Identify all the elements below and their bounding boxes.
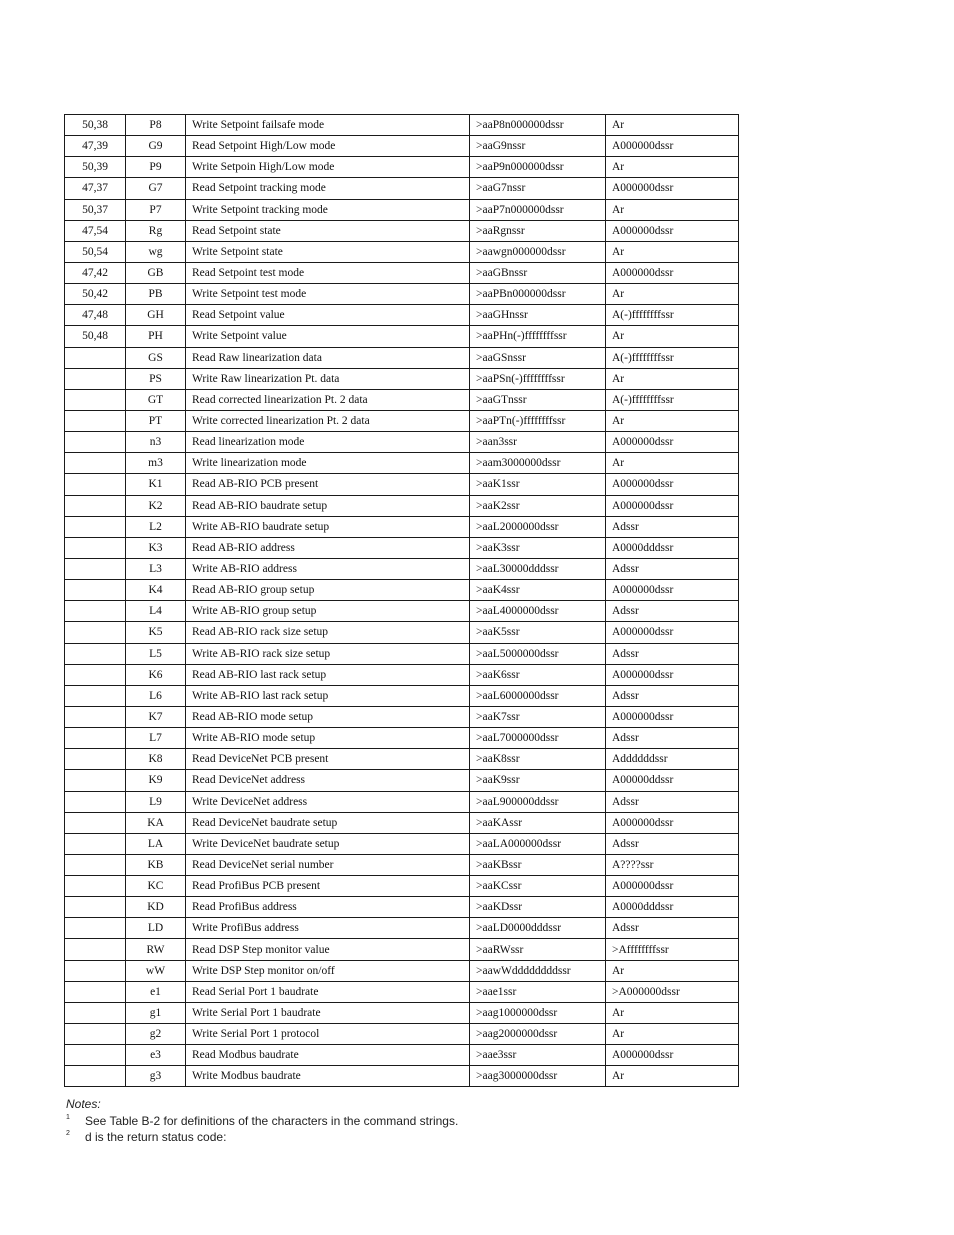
command-string-cell: >aae3ssr <box>470 1045 606 1066</box>
description-cell: Write Serial Port 1 baudrate <box>186 1002 470 1023</box>
table-row <box>65 876 739 897</box>
response-cell: A000000dssr <box>606 220 739 241</box>
command-string-cell: >aaGBnssr <box>470 262 606 283</box>
command-code-cell: LA <box>126 833 186 854</box>
description-cell: Write Setpoint tracking mode <box>186 199 470 220</box>
command-code-cell: K3 <box>126 537 186 558</box>
table-row <box>65 368 739 389</box>
command-code-cell: GH <box>126 305 186 326</box>
response-cell: Adssr <box>606 833 739 854</box>
command-string-cell: >aaKAssr <box>470 812 606 833</box>
response-cell: >Affffffffssr <box>606 939 739 960</box>
register-cell <box>65 918 126 939</box>
command-code-cell: L7 <box>126 728 186 749</box>
response-cell: A????ssr <box>606 854 739 875</box>
description-cell: Read AB-RIO baudrate setup <box>186 495 470 516</box>
register-cell: 50,54 <box>65 241 126 262</box>
register-cell: 50,37 <box>65 199 126 220</box>
description-cell: Read Setpoint test mode <box>186 262 470 283</box>
description-cell: Write Setpoint state <box>186 241 470 262</box>
command-string-cell: >aaP8n000000dssr <box>470 115 606 136</box>
register-cell <box>65 347 126 368</box>
response-cell: Adssr <box>606 643 739 664</box>
command-code-cell: L4 <box>126 601 186 622</box>
command-string-cell: >aaL7000000dssr <box>470 728 606 749</box>
description-cell: Read Setpoint state <box>186 220 470 241</box>
command-string-cell: >aaK9ssr <box>470 770 606 791</box>
table-row <box>65 136 739 157</box>
description-cell: Read AB-RIO mode setup <box>186 706 470 727</box>
register-cell: 47,37 <box>65 178 126 199</box>
response-cell: Ar <box>606 1066 739 1087</box>
table-row <box>65 939 739 960</box>
command-code-cell: Rg <box>126 220 186 241</box>
response-cell: A000000dssr <box>606 876 739 897</box>
table-row <box>65 389 739 410</box>
response-cell: Ar <box>606 1024 739 1045</box>
description-cell: Read ProfiBus PCB present <box>186 876 470 897</box>
register-cell <box>65 1066 126 1087</box>
response-cell: Ar <box>606 284 739 305</box>
command-code-cell: RW <box>126 939 186 960</box>
description-cell: Read Serial Port 1 baudrate <box>186 981 470 1002</box>
table-row <box>65 178 739 199</box>
register-cell: 47,48 <box>65 305 126 326</box>
command-code-cell: P9 <box>126 157 186 178</box>
note-text: See Table B-2 for definitions of the characters in the command strings. <box>85 1114 459 1128</box>
command-code-cell: n3 <box>126 432 186 453</box>
command-string-cell: >aaK3ssr <box>470 537 606 558</box>
command-code-cell: KA <box>126 812 186 833</box>
register-cell <box>65 537 126 558</box>
response-cell: A000000dssr <box>606 262 739 283</box>
command-code-cell: P7 <box>126 199 186 220</box>
table-row <box>65 854 739 875</box>
register-cell <box>65 960 126 981</box>
notes-label: Notes: <box>66 1097 101 1111</box>
register-cell <box>65 474 126 495</box>
command-code-cell: L9 <box>126 791 186 812</box>
response-cell: A000000dssr <box>606 136 739 157</box>
command-string-cell: >aaK4ssr <box>470 580 606 601</box>
description-cell: Write Setpoint failsafe mode <box>186 115 470 136</box>
description-cell: Read DeviceNet address <box>186 770 470 791</box>
response-cell: A000000dssr <box>606 706 739 727</box>
note-item <box>66 1113 458 1129</box>
command-code-cell: KC <box>126 876 186 897</box>
response-cell: Ar <box>606 410 739 431</box>
description-cell: Write AB-RIO last rack setup <box>186 685 470 706</box>
description-cell: Read AB-RIO address <box>186 537 470 558</box>
response-cell: >A000000dssr <box>606 981 739 1002</box>
command-code-cell: L2 <box>126 516 186 537</box>
response-cell: Adssr <box>606 601 739 622</box>
command-string-cell: >aaKDssr <box>470 897 606 918</box>
response-cell: Ar <box>606 241 739 262</box>
table-row <box>65 1002 739 1023</box>
response-cell: Adssr <box>606 728 739 749</box>
description-cell: Write linearization mode <box>186 453 470 474</box>
register-cell <box>65 685 126 706</box>
command-code-cell: K9 <box>126 770 186 791</box>
response-cell: Ar <box>606 368 739 389</box>
description-cell: Write DeviceNet address <box>186 791 470 812</box>
command-code-cell: PH <box>126 326 186 347</box>
command-code-cell: LD <box>126 918 186 939</box>
command-code-cell: K5 <box>126 622 186 643</box>
register-cell <box>65 495 126 516</box>
note-marker: 2 <box>66 1130 70 1137</box>
register-cell <box>65 939 126 960</box>
command-string-cell: >aaPSn(-)ffffffffssr <box>470 368 606 389</box>
table-row <box>65 918 739 939</box>
register-cell <box>65 622 126 643</box>
command-string-cell: >aaK2ssr <box>470 495 606 516</box>
command-code-cell: K6 <box>126 664 186 685</box>
register-cell <box>65 812 126 833</box>
note-marker: 1 <box>66 1114 70 1121</box>
register-cell <box>65 749 126 770</box>
table-row <box>65 199 739 220</box>
register-cell <box>65 770 126 791</box>
command-code-cell: PB <box>126 284 186 305</box>
response-cell: A000000dssr <box>606 474 739 495</box>
command-string-cell: >aaRgnssr <box>470 220 606 241</box>
description-cell: Read linearization mode <box>186 432 470 453</box>
command-string-cell: >aaKBssr <box>470 854 606 875</box>
register-cell <box>65 516 126 537</box>
description-cell: Write Raw linearization Pt. data <box>186 368 470 389</box>
response-cell: Ar <box>606 326 739 347</box>
register-cell <box>65 580 126 601</box>
response-cell: Ar <box>606 960 739 981</box>
response-cell: A000000dssr <box>606 495 739 516</box>
command-string-cell: >aaL2000000dssr <box>470 516 606 537</box>
command-code-cell: K4 <box>126 580 186 601</box>
description-cell: Read Setpoint High/Low mode <box>186 136 470 157</box>
command-code-cell: e1 <box>126 981 186 1002</box>
response-cell: A000000dssr <box>606 580 739 601</box>
command-string-cell: >aag2000000dssr <box>470 1024 606 1045</box>
command-string-cell: >aaG9nssr <box>470 136 606 157</box>
description-cell: Write DSP Step monitor on/off <box>186 960 470 981</box>
table-row <box>65 262 739 283</box>
register-cell <box>65 981 126 1002</box>
command-string-cell: >aaL900000ddssr <box>470 791 606 812</box>
description-cell: Write AB-RIO rack size setup <box>186 643 470 664</box>
response-cell: A000000dssr <box>606 432 739 453</box>
command-string-cell: >aaGSnssr <box>470 347 606 368</box>
table-row <box>65 326 739 347</box>
response-cell: A000000dssr <box>606 1045 739 1066</box>
command-code-cell: KB <box>126 854 186 875</box>
table-row <box>65 220 739 241</box>
command-string-cell: >aaPTn(-)ffffffffssr <box>470 410 606 431</box>
response-cell: A000000dssr <box>606 178 739 199</box>
table-row <box>65 580 739 601</box>
command-code-cell: g1 <box>126 1002 186 1023</box>
response-cell: A000000dssr <box>606 622 739 643</box>
register-cell: 47,54 <box>65 220 126 241</box>
command-code-cell: GT <box>126 389 186 410</box>
command-code-cell: L6 <box>126 685 186 706</box>
command-code-cell: e3 <box>126 1045 186 1066</box>
command-code-cell: g3 <box>126 1066 186 1087</box>
register-cell: 50,39 <box>65 157 126 178</box>
table-row <box>65 516 739 537</box>
command-code-cell: K2 <box>126 495 186 516</box>
table-row <box>65 157 739 178</box>
command-code-cell: KD <box>126 897 186 918</box>
register-cell <box>65 410 126 431</box>
register-cell <box>65 601 126 622</box>
command-string-cell: >aaK8ssr <box>470 749 606 770</box>
response-cell: A(-)ffffffffssr <box>606 347 739 368</box>
command-string-cell: >aag3000000dssr <box>470 1066 606 1087</box>
command-code-cell: wg <box>126 241 186 262</box>
register-cell <box>65 1024 126 1045</box>
response-cell: A(-)ffffffffssr <box>606 305 739 326</box>
register-cell <box>65 897 126 918</box>
command-code-cell: G7 <box>126 178 186 199</box>
description-cell: Read Setpoint value <box>186 305 470 326</box>
table-row <box>65 706 739 727</box>
command-code-cell: GB <box>126 262 186 283</box>
note-item <box>66 1129 458 1145</box>
command-code-cell: wW <box>126 960 186 981</box>
table-row <box>65 1066 739 1087</box>
table-row <box>65 685 739 706</box>
command-table-body <box>65 115 739 1087</box>
response-cell: Adssr <box>606 791 739 812</box>
description-cell: Read corrected linearization Pt. 2 data <box>186 389 470 410</box>
description-cell: Read Raw linearization data <box>186 347 470 368</box>
table-row <box>65 643 739 664</box>
table-row <box>65 791 739 812</box>
command-string-cell: >aawgn000000dssr <box>470 241 606 262</box>
register-cell: 50,38 <box>65 115 126 136</box>
response-cell: A(-)ffffffffssr <box>606 389 739 410</box>
command-string-cell: >aaRWssr <box>470 939 606 960</box>
description-cell: Read AB-RIO group setup <box>186 580 470 601</box>
command-code-cell: K7 <box>126 706 186 727</box>
description-cell: Write AB-RIO mode setup <box>186 728 470 749</box>
table-row <box>65 981 739 1002</box>
command-code-cell: K8 <box>126 749 186 770</box>
description-cell: Write Modbus baudrate <box>186 1066 470 1087</box>
table-row <box>65 347 739 368</box>
table-row <box>65 833 739 854</box>
table-row <box>65 495 739 516</box>
command-string-cell: >aawWddddddddssr <box>470 960 606 981</box>
register-cell <box>65 833 126 854</box>
command-code-cell: g2 <box>126 1024 186 1045</box>
description-cell: Read AB-RIO last rack setup <box>186 664 470 685</box>
table-row <box>65 960 739 981</box>
command-string-cell: >aaL4000000dssr <box>470 601 606 622</box>
command-code-cell: m3 <box>126 453 186 474</box>
table-row <box>65 1045 739 1066</box>
register-cell: 50,48 <box>65 326 126 347</box>
table-row <box>65 453 739 474</box>
description-cell: Read AB-RIO PCB present <box>186 474 470 495</box>
description-cell: Write Serial Port 1 protocol <box>186 1024 470 1045</box>
command-string-cell: >aaG7nssr <box>470 178 606 199</box>
description-cell: Write AB-RIO baudrate setup <box>186 516 470 537</box>
register-cell <box>65 432 126 453</box>
command-string-cell: >aaP9n000000dssr <box>470 157 606 178</box>
command-string-cell: >aaLD0000dddssr <box>470 918 606 939</box>
table-row <box>65 305 739 326</box>
response-cell: A0000dddssr <box>606 897 739 918</box>
command-string-cell: >aaK1ssr <box>470 474 606 495</box>
command-string-cell: >aaGHnssr <box>470 305 606 326</box>
command-string-cell: >aaK7ssr <box>470 706 606 727</box>
command-string-cell: >aaP7n000000dssr <box>470 199 606 220</box>
description-cell: Write AB-RIO address <box>186 558 470 579</box>
table-row <box>65 601 739 622</box>
register-cell <box>65 876 126 897</box>
register-cell <box>65 728 126 749</box>
response-cell: Ar <box>606 157 739 178</box>
register-cell: 50,42 <box>65 284 126 305</box>
response-cell: Adssr <box>606 685 739 706</box>
description-cell: Read ProfiBus address <box>186 897 470 918</box>
response-cell: Adssr <box>606 558 739 579</box>
description-cell: Write DeviceNet baudrate setup <box>186 833 470 854</box>
description-cell: Write corrected linearization Pt. 2 data <box>186 410 470 431</box>
response-cell: Addddddssr <box>606 749 739 770</box>
command-string-cell: >aaLA000000dssr <box>470 833 606 854</box>
register-cell <box>65 664 126 685</box>
description-cell: Read DSP Step monitor value <box>186 939 470 960</box>
command-string-cell: >aaL6000000dssr <box>470 685 606 706</box>
table-row <box>65 749 739 770</box>
command-code-cell: GS <box>126 347 186 368</box>
table-row <box>65 812 739 833</box>
register-cell <box>65 368 126 389</box>
description-cell: Write ProfiBus address <box>186 918 470 939</box>
command-string-cell: >aae1ssr <box>470 981 606 1002</box>
description-cell: Read DeviceNet baudrate setup <box>186 812 470 833</box>
register-cell <box>65 389 126 410</box>
response-cell: A0000dddssr <box>606 537 739 558</box>
command-string-cell: >aaKCssr <box>470 876 606 897</box>
description-cell: Write Setpoint test mode <box>186 284 470 305</box>
register-cell: 47,42 <box>65 262 126 283</box>
register-cell <box>65 706 126 727</box>
response-cell: Adssr <box>606 918 739 939</box>
command-code-cell: PT <box>126 410 186 431</box>
command-string-cell: >aan3ssr <box>470 432 606 453</box>
notes-section <box>66 1097 458 1145</box>
command-code-cell: L5 <box>126 643 186 664</box>
command-table <box>64 114 739 1087</box>
command-code-cell: PS <box>126 368 186 389</box>
command-code-cell: K1 <box>126 474 186 495</box>
table-row <box>65 770 739 791</box>
command-code-cell: P8 <box>126 115 186 136</box>
table-row <box>65 284 739 305</box>
table-row <box>65 897 739 918</box>
table-row <box>65 410 739 431</box>
description-cell: Read Modbus baudrate <box>186 1045 470 1066</box>
response-cell: A00000ddssr <box>606 770 739 791</box>
register-cell <box>65 854 126 875</box>
description-cell: Read Setpoint tracking mode <box>186 178 470 199</box>
response-cell: Ar <box>606 1002 739 1023</box>
response-cell: Adssr <box>606 516 739 537</box>
register-cell <box>65 453 126 474</box>
command-string-cell: >aaPBn000000dssr <box>470 284 606 305</box>
response-cell: Ar <box>606 453 739 474</box>
table-row <box>65 115 739 136</box>
table-row <box>65 664 739 685</box>
table-row <box>65 558 739 579</box>
register-cell <box>65 1002 126 1023</box>
description-cell: Read DeviceNet PCB present <box>186 749 470 770</box>
command-string-cell: >aaGTnssr <box>470 389 606 410</box>
command-string-cell: >aaL30000dddssr <box>470 558 606 579</box>
command-string-cell: >aaK6ssr <box>470 664 606 685</box>
description-cell: Read DeviceNet serial number <box>186 854 470 875</box>
register-cell: 47,39 <box>65 136 126 157</box>
response-cell: Ar <box>606 115 739 136</box>
note-text: d is the return status code: <box>85 1130 227 1144</box>
response-cell: A000000dssr <box>606 664 739 685</box>
table-row <box>65 432 739 453</box>
table-row <box>65 1024 739 1045</box>
command-string-cell: >aag1000000dssr <box>470 1002 606 1023</box>
register-cell <box>65 558 126 579</box>
command-string-cell: >aam3000000dssr <box>470 453 606 474</box>
description-cell: Read AB-RIO rack size setup <box>186 622 470 643</box>
description-cell: Write Setpoint value <box>186 326 470 347</box>
response-cell: A000000dssr <box>606 812 739 833</box>
command-code-cell: L3 <box>126 558 186 579</box>
description-cell: Write AB-RIO group setup <box>186 601 470 622</box>
description-cell: Write Setpoin High/Low mode <box>186 157 470 178</box>
register-cell <box>65 791 126 812</box>
table-row <box>65 622 739 643</box>
table-row <box>65 537 739 558</box>
command-code-cell: G9 <box>126 136 186 157</box>
response-cell: Ar <box>606 199 739 220</box>
table-row <box>65 241 739 262</box>
register-cell <box>65 1045 126 1066</box>
command-string-cell: >aaL5000000dssr <box>470 643 606 664</box>
table-row <box>65 474 739 495</box>
register-cell <box>65 643 126 664</box>
table-row <box>65 728 739 749</box>
command-string-cell: >aaPHn(-)ffffffffssr <box>470 326 606 347</box>
command-string-cell: >aaK5ssr <box>470 622 606 643</box>
